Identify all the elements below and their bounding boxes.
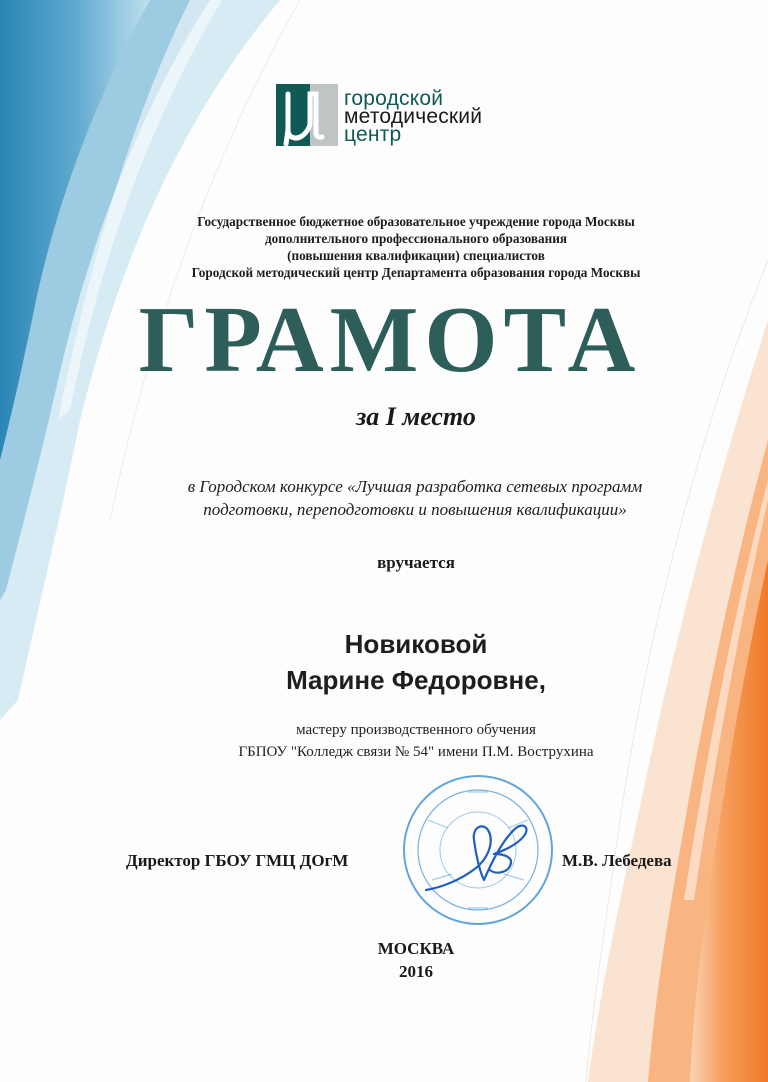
contest-line-1: в Городском конкурсе «Лучшая разработка сетевых программ	[187, 477, 643, 496]
signatory-name: М.В. Лебедева	[562, 851, 672, 870]
organization-line: Городской методический центр Департамента образования города Москвы	[191, 265, 641, 280]
recipient-name	[100, 626, 732, 698]
organization-line: дополнительного профессионального образования	[265, 231, 567, 246]
logo-line-3: центр	[344, 123, 402, 146]
logo-line-2: методический	[344, 105, 483, 128]
signatory-role: Директор ГБОУ ГМЦ ДОгМ	[126, 851, 349, 870]
position-line-2: ГБПОУ "Колледж связи № 54" имени П.М. Вострухина	[238, 744, 594, 760]
logo-line-1: городской	[344, 87, 444, 110]
footer-place-date	[100, 937, 732, 983]
position-line-1: мастеру производственного обучения	[296, 722, 536, 738]
footer-city: МОСКВА	[377, 939, 455, 958]
gmc-logo	[276, 84, 516, 150]
official-stamp-icon	[398, 770, 558, 930]
recipient-position	[100, 719, 732, 763]
recipient-given-names: Марине Федоровне,	[286, 665, 546, 695]
contest-line-2: подготовки, переподготовки и повышения квалификации»	[203, 500, 627, 519]
logo-wordmark	[344, 87, 483, 146]
award-place: за I место	[356, 402, 476, 431]
awarded-label: вручается	[377, 553, 455, 572]
mu-letter-emblem-icon	[276, 84, 338, 146]
footer-year: 2016	[399, 962, 433, 981]
organization-line: Государственное бюджетное образовательное учреждение города Москвы	[197, 214, 635, 229]
certificate-title: ГРАМОТА	[138, 288, 642, 392]
contest-description	[80, 475, 750, 521]
organization-line: (повышения квалификации) специалистов	[287, 248, 545, 263]
organization-header	[100, 213, 732, 281]
recipient-surname: Новиковой	[344, 629, 488, 659]
